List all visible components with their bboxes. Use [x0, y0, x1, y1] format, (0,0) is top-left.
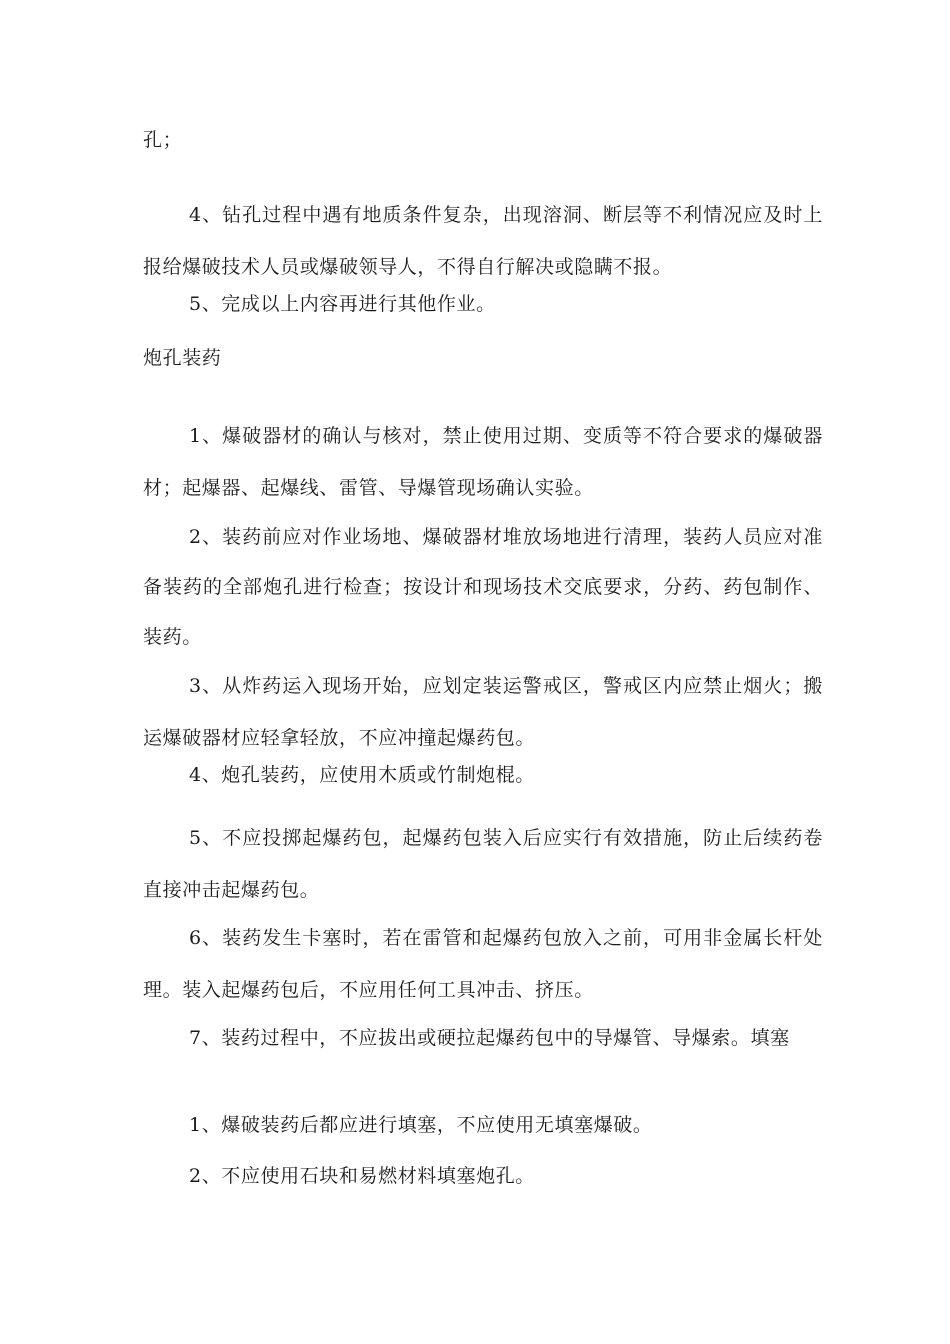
paragraph-stemming-item-1: 1、爆破装药后都应进行填塞，不应使用无填塞爆破。 — [189, 1114, 653, 1136]
paragraph-drilling-item-4: 4、钻孔过程中遇有地质条件复杂，出现溶洞、断层等不利情况应及时上报给爆破技术人员或爆破领导人，不得自行解决或隐瞒不报。 — [143, 204, 823, 278]
section-heading-charging: 炮孔装药 — [143, 347, 222, 369]
paragraph-charging-item-6: 6、装药发生卡塞时，若在雷管和起爆药包放入之前，可用非金属长杆处理。装入起爆药包后，不应用任何工具冲击、挤压。 — [143, 927, 823, 1001]
paragraph-charging-item-3: 3、从炸药运入现场开始，应划定装运警戒区，警戒区内应禁止烟火；搬运爆破器材应轻拿轻放，不应冲撞起爆药包。 — [143, 675, 823, 749]
paragraph-charging-item-4: 4、炮孔装药，应使用木质或竹制炮棍。 — [189, 764, 535, 786]
paragraph-continuation: 孔； — [143, 129, 183, 151]
paragraph-charging-item-1: 1、爆破器材的确认与核对，禁止使用过期、变质等不符合要求的爆破器材；起爆器、起爆线、雷管、导爆管现场确认实验。 — [143, 425, 823, 499]
paragraph-stemming-item-2: 2、不应使用石块和易燃材料填塞炮孔。 — [189, 1165, 535, 1187]
paragraph-charging-item-7: 7、装药过程中，不应拔出或硬拉起爆药包中的导爆管、导爆索。填塞 — [189, 1027, 790, 1049]
paragraph-charging-item-2: 2、装药前应对作业场地、爆破器材堆放场地进行清理，装药人员应对准备装药的全部炮孔进行检查；按设计和现场技术交底要求，分药、药包制作、装药。 — [143, 526, 823, 648]
paragraph-drilling-item-5: 5、完成以上内容再进行其他作业。 — [189, 293, 496, 315]
paragraph-charging-item-5: 5、不应投掷起爆药包，起爆药包装入后应实行有效措施，防止后续药卷直接冲击起爆药包。 — [143, 827, 823, 901]
